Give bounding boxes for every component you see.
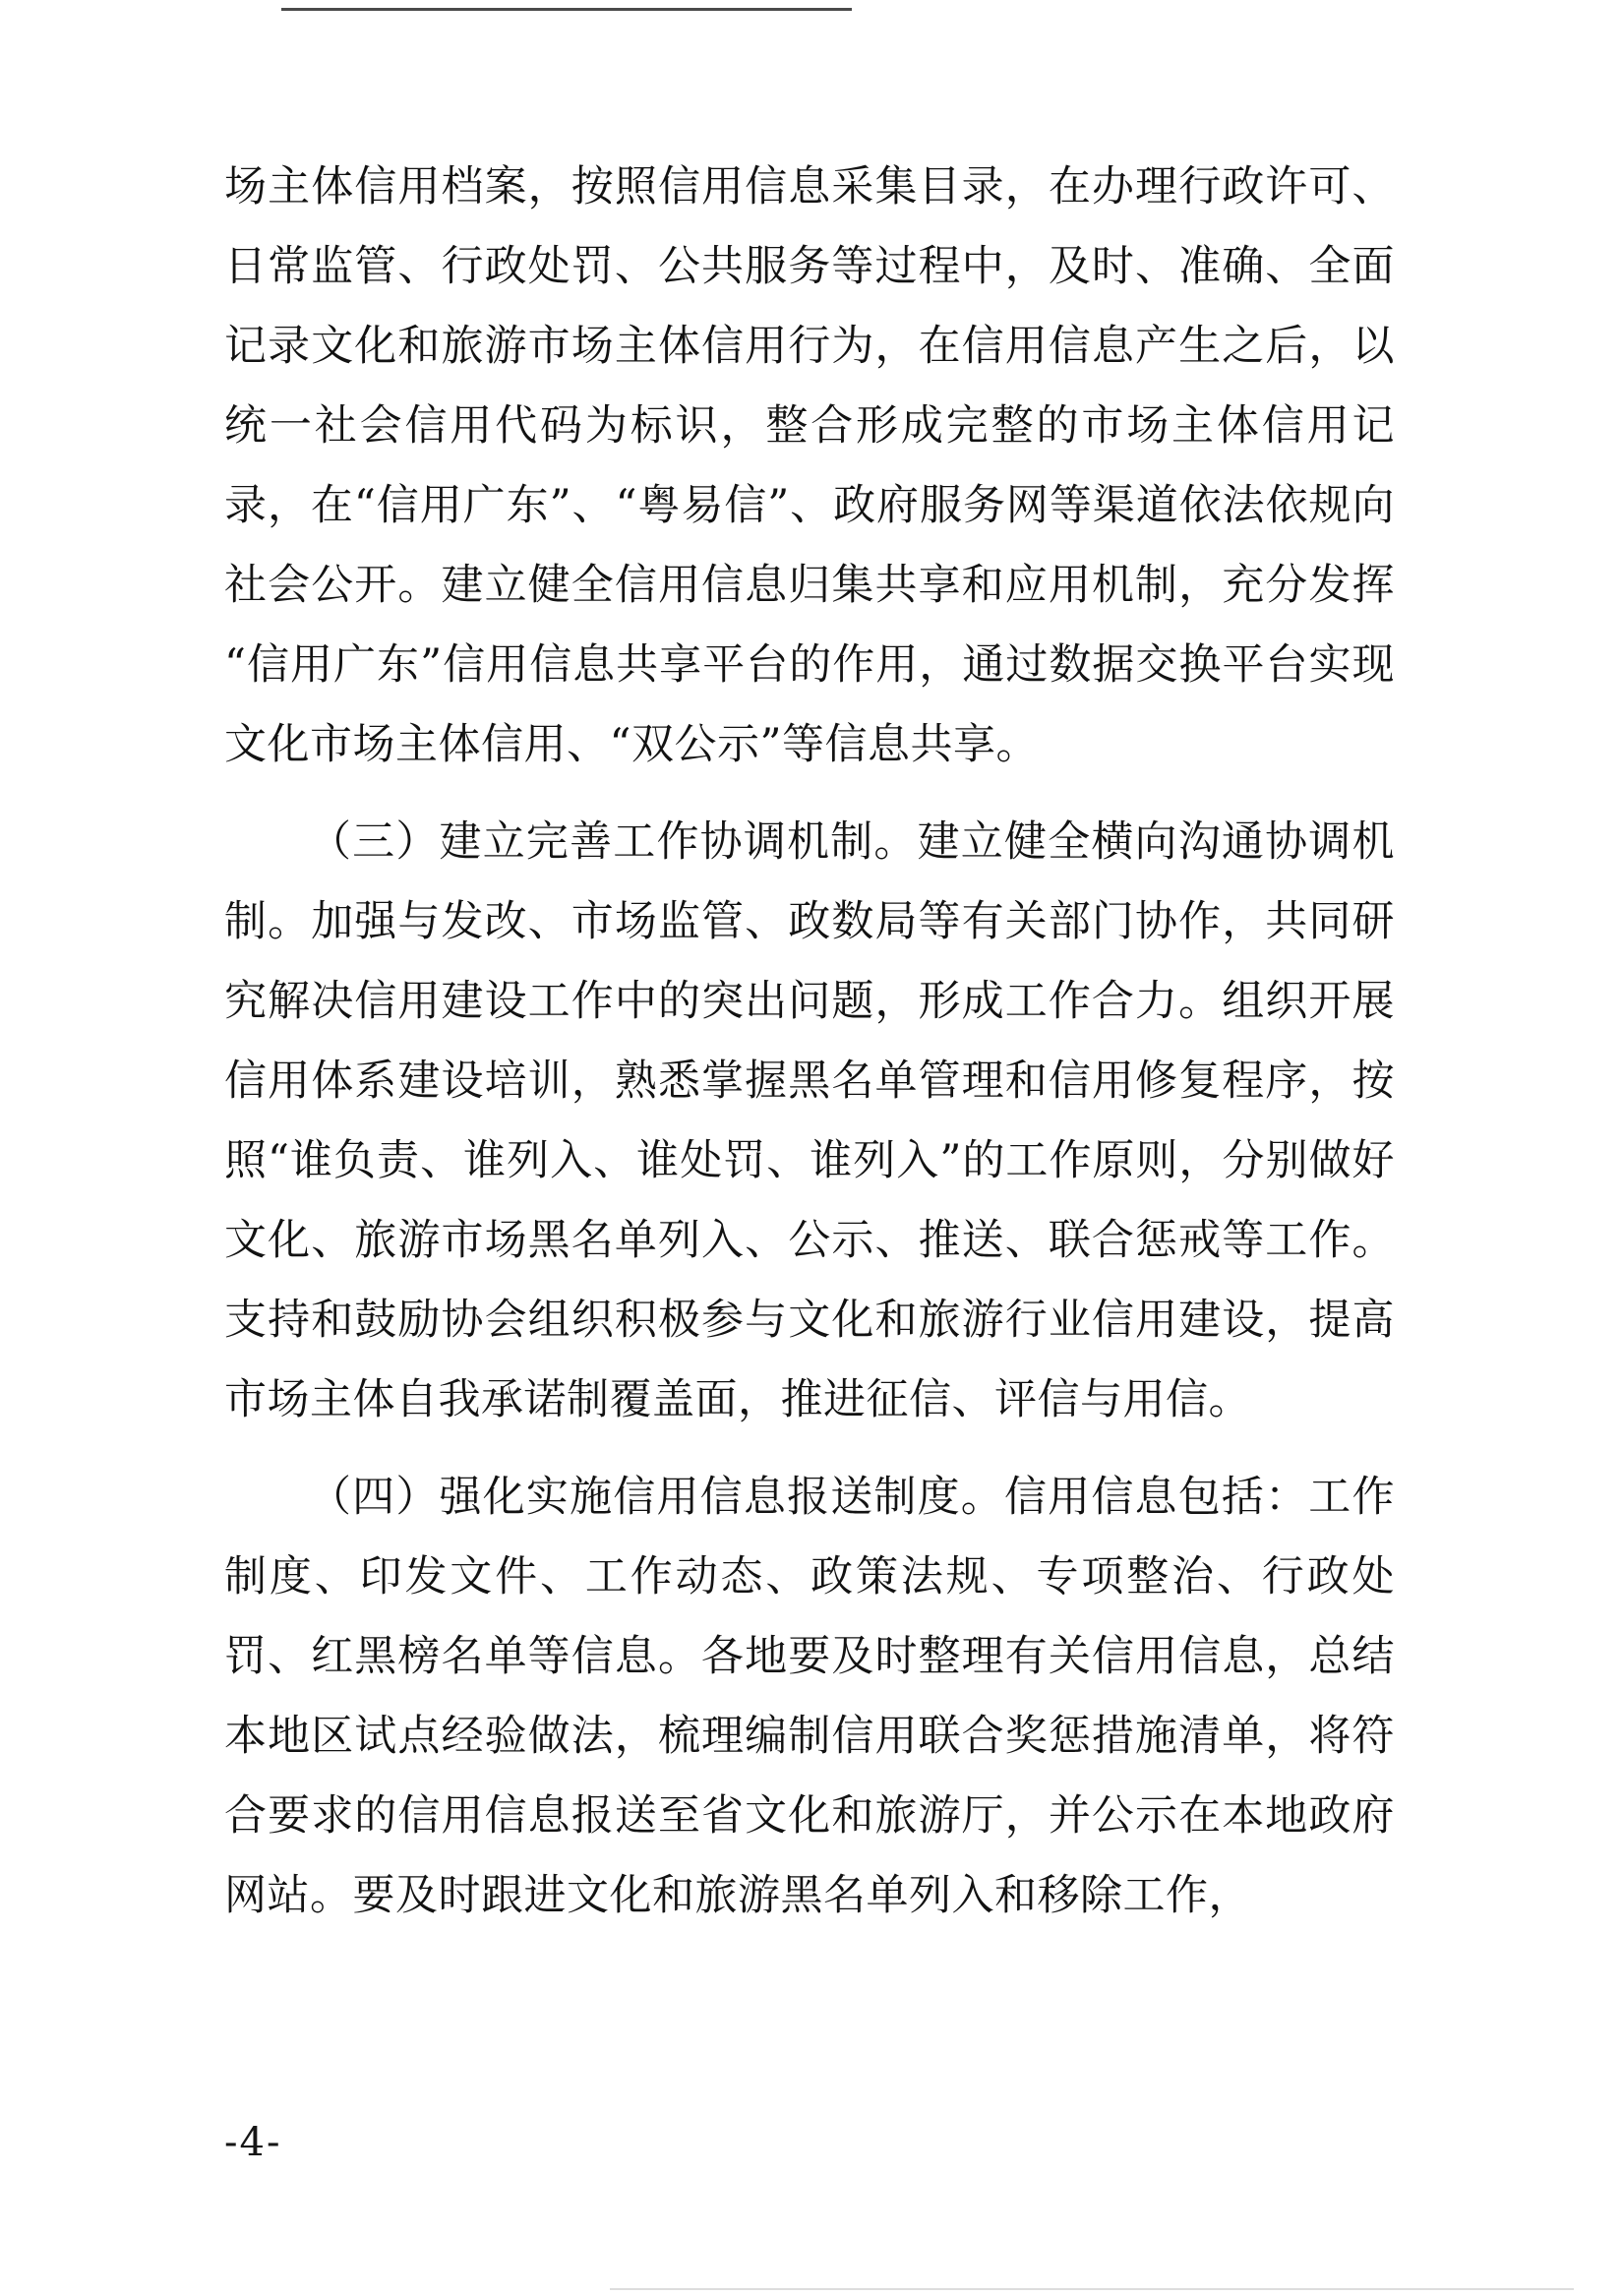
paragraph-section-three: （三）建立完善工作协调机制。建立健全横向沟通协调机制。加强与发改、市场监管、政数局等有关部门协作，共同研究解决信用建设工作中的突出问题，形成工作合力。组织开展信用体系建设培训，熟悉掌握黑名单管理和信用修复程序，按照“谁负责、谁列入、谁处罚、谁列入”的工作原则，分别做好文化、旅游市场黑名单列入、公示、推送、联合惩戒等工作。支持和鼓励协会组织积极参与文化和旅游行业信用建设，提高市场主体自我承诺制覆盖面，推进征信、评信与用信。 xyxy=(224,817,1395,1424)
paragraph-section-four: （四）强化实施信用信息报送制度。信用信息包括：工作制度、印发文件、工作动态、政策法规、专项整治、行政处罚、红黑榜名单等信息。各地要及时整理有关信用信息，总结本地区试点经验做法，梳理编制信用联合奖惩措施清单，将符合要求的信用信息报送至省文化和旅游厅，并公示在本地政府网站。要及时跟进文化和旅游黑名单列入和移除工作， xyxy=(224,1473,1395,1920)
scan-top-line-artifact xyxy=(281,8,852,11)
scan-bottom-line-artifact xyxy=(610,2288,1574,2290)
paragraph-continued: 场主体信用档案，按照信用信息采集目录，在办理行政许可、日常监管、行政处罚、公共服务等过程中，及时、准确、全面记录文化和旅游市场主体信用行为，在信用信息产生之后，以统一社会信用代码为标识，整合形成完整的市场主体信用记录，在“信用广东”、“粤易信”、政府服务网等渠道依法依规向社会公开。建立健全信用信息归集共享和应用机制，充分发挥“信用广东”信用信息共享平台的作用，通过数据交换平台实现文化市场主体信用、“双公示”等信息共享。 xyxy=(224,162,1395,769)
scan-edge-artifact xyxy=(0,0,6,2296)
page-number: -4- xyxy=(224,2120,282,2165)
document-body xyxy=(224,148,1395,1936)
